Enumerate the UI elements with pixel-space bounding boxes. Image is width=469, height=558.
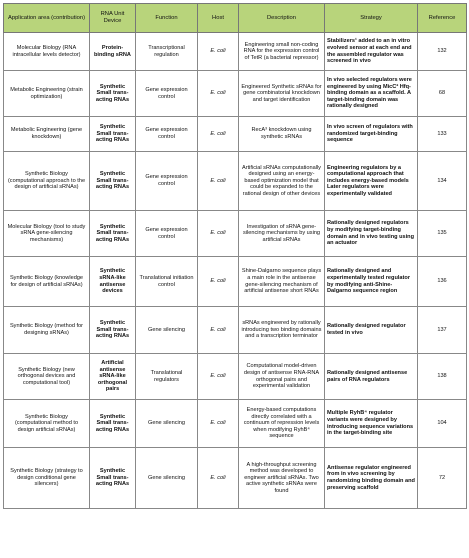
cell-host: E. coli <box>198 33 239 71</box>
cell-device: Synthetic Small trans-acting RNAs <box>90 71 136 117</box>
cell-area: Synthetic Biology (computational method to design artificial sRNAs) <box>4 400 90 448</box>
cell-description: Engineering small non-coding RNA for the expression control of TetR (a bacterial repressor) <box>239 33 325 71</box>
cell-description: Energy-based computations directly correlated with a continuum of repression levels when modifying RyhB⁴ sequence <box>239 400 325 448</box>
cell-strategy: Rationally designed regulators by modifying target-binding domain and in vivo testing using an actuator <box>325 211 418 257</box>
cell-function: Translational regulators <box>136 354 198 400</box>
cell-reference: 133 <box>418 117 467 152</box>
cell-device: Synthetic Small trans-acting RNAs <box>90 448 136 509</box>
header-row <box>4 4 467 33</box>
table-row <box>4 71 467 117</box>
table-row <box>4 400 467 448</box>
cell-reference: 138 <box>418 354 467 400</box>
cell-area: Synthetic Biology (method for designing sRNAs) <box>4 307 90 354</box>
cell-reference: 136 <box>418 257 467 307</box>
cell-description: Engineered Synthetic sRNAs for gene combinatorial knockdown and target identification <box>239 71 325 117</box>
cell-reference: 137 <box>418 307 467 354</box>
table-row <box>4 448 467 509</box>
cell-function: Gene silencing <box>136 400 198 448</box>
header-host: Host <box>198 4 239 33</box>
cell-area: Synthetic Biology (new orthogonal devices and computational tool) <box>4 354 90 400</box>
rna-devices-table <box>3 3 467 509</box>
cell-strategy: Rationally designed antisense pairs of RNA regulators <box>325 354 418 400</box>
cell-area: Synthetic Biology (knowledge for design of artificial sRNAs) <box>4 257 90 307</box>
cell-description: RecA³ knockdown using synthetic sRNAs <box>239 117 325 152</box>
cell-function: Transcriptional regulation <box>136 33 198 71</box>
cell-device: Synthetic Small trans-acting RNAs <box>90 307 136 354</box>
table-row <box>4 354 467 400</box>
cell-host: E. coli <box>198 71 239 117</box>
cell-host: E. coli <box>198 257 239 307</box>
cell-area: Metabolic Engineering (gene knockdown) <box>4 117 90 152</box>
cell-device: Synthetic Small trans-acting RNAs <box>90 117 136 152</box>
cell-host: E. coli <box>198 152 239 211</box>
cell-reference: 135 <box>418 211 467 257</box>
header-description: Description <box>239 4 325 33</box>
cell-host: E. coli <box>198 307 239 354</box>
cell-description: Computational model-driven design of antisense RNA-RNA orthogonal pairs and experimental validation <box>239 354 325 400</box>
header-rna-unit-device: RNA Unit Device <box>90 4 136 33</box>
cell-area: Synthetic Biology (strategy to design conditional gene silencers) <box>4 448 90 509</box>
cell-strategy: Antisense regulator engineered from in vivo screening by randomizing binding domain and preserving scaffold <box>325 448 418 509</box>
table-row <box>4 152 467 211</box>
cell-area: Molecular Biology (tool to study sRNA gene-silencing mechanisms) <box>4 211 90 257</box>
cell-reference: 68 <box>418 71 467 117</box>
cell-device: Synthetic sRNA-like antisense devices <box>90 257 136 307</box>
header-reference: Reference <box>418 4 467 33</box>
table-row <box>4 33 467 71</box>
cell-host: E. coli <box>198 448 239 509</box>
cell-area: Synthetic Biology (computational approach to the design of artificial sRNAs) <box>4 152 90 211</box>
cell-description: Shine-Dalgarno sequence plays a main role in the antisense gene-silencing mechanism of artificial antisense short RNAs <box>239 257 325 307</box>
cell-area: Molecular Biology (RNA intracellular levels detector) <box>4 33 90 71</box>
header-function: Function <box>136 4 198 33</box>
cell-description: Investigation of sRNA gene-silencing mechanisms by using artificial sRNAs <box>239 211 325 257</box>
cell-function: Gene silencing <box>136 448 198 509</box>
cell-strategy: Multiple RyhB⁴ regulator variants were designed by introducing sequence variations in the target-binding site <box>325 400 418 448</box>
table-row <box>4 211 467 257</box>
cell-area: Metabolic Engineering (strain optimization) <box>4 71 90 117</box>
cell-host: E. coli <box>198 211 239 257</box>
table-row <box>4 117 467 152</box>
cell-host: E. coli <box>198 400 239 448</box>
cell-function: Gene expression control <box>136 71 198 117</box>
cell-reference: 134 <box>418 152 467 211</box>
cell-reference: 104 <box>418 400 467 448</box>
cell-host: E. coli <box>198 354 239 400</box>
table-container <box>3 3 466 509</box>
cell-description: A high-throughput screening method was developed to engineer artificial sRNAs. Two active synthetic sRNAs were found <box>239 448 325 509</box>
header-strategy: Strategy <box>325 4 418 33</box>
cell-function: Gene expression control <box>136 211 198 257</box>
cell-strategy: Engineering regulators by a computational approach that includes energy-based models Later regulators were experimentally validated <box>325 152 418 211</box>
cell-reference: 72 <box>418 448 467 509</box>
table-row <box>4 307 467 354</box>
cell-description: sRNAs engineered by rationally introducing two binding domains and a transcription terminator <box>239 307 325 354</box>
table-row <box>4 257 467 307</box>
cell-strategy: Stabilizers¹ added to an in vitro evolved sensor at each end and the assembled regulator was screened in vivo <box>325 33 418 71</box>
cell-strategy: Rationally designed regulator tested in vivo <box>325 307 418 354</box>
cell-device: Synthetic Small trans-acting RNAs <box>90 211 136 257</box>
cell-strategy: Rationally designed and experimentally tested regulator by modifying anti-Shine-Dalgarno sequence region <box>325 257 418 307</box>
cell-strategy: In vivo selected regulators were engineered by using MicC² Hfq- binding domain as a scaffold. A target-binding domain was rationally designed <box>325 71 418 117</box>
cell-description: Artificial sRNAs computationally designed using an energy-based optimization model that could be expanded to the rational design of other devices <box>239 152 325 211</box>
cell-device: Artificial antisense sRNA-like orthogonal pairs <box>90 354 136 400</box>
cell-device: Synthetic Small trans-acting RNAs <box>90 400 136 448</box>
header-application-area: Application area (contribution) <box>4 4 90 33</box>
cell-function: Gene silencing <box>136 307 198 354</box>
cell-device: Protein-binding sRNA <box>90 33 136 71</box>
cell-host: E. coli <box>198 117 239 152</box>
cell-device: Synthetic Small trans-acting RNAs <box>90 152 136 211</box>
cell-strategy: In vivo screen of regulators with randomized target-binding sequence <box>325 117 418 152</box>
cell-function: Translational initiation control <box>136 257 198 307</box>
cell-function: Gene expression control <box>136 152 198 211</box>
cell-reference: 132 <box>418 33 467 71</box>
cell-function: Gene expression control <box>136 117 198 152</box>
